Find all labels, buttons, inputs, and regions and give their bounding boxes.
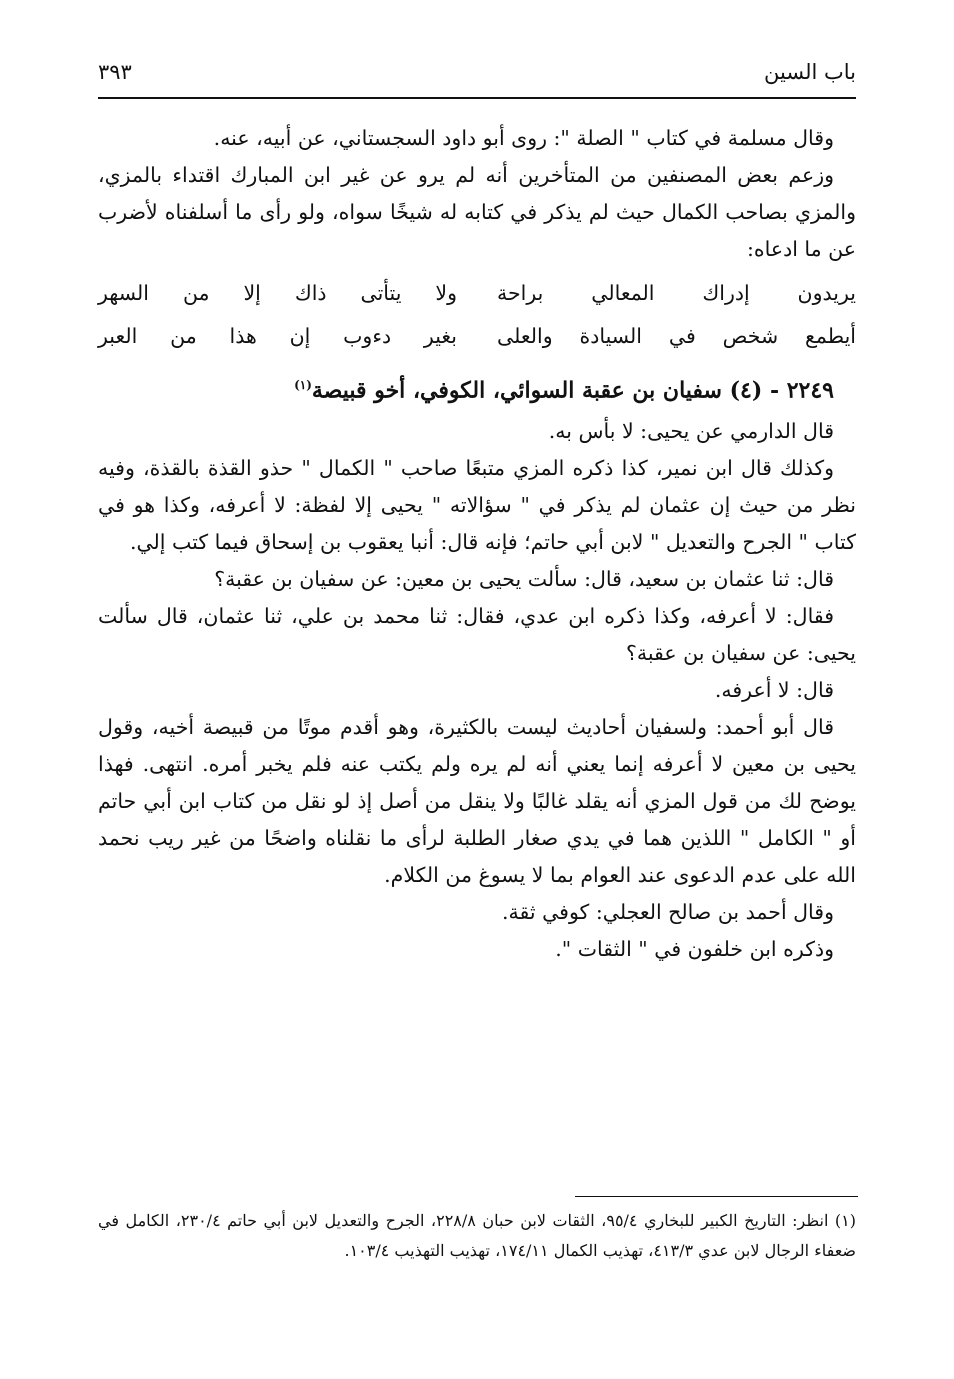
page-number: ٣٩٣ [98,60,132,84]
verse-second-hemistich: ولا يتأتى ذاك إلا من السهر [98,281,457,305]
paragraph: قال الدارمي عن يحيى: لا بأس به. [548,419,834,444]
verse-first-hemistich: يريدون إدراك المعالي براحة [497,281,856,305]
footnote-ref: (١) [294,378,312,392]
entry-heading [98,362,856,413]
paragraph: قال: ثنا عثمان بن سعيد، قال: سألت يحيى بن معين: عن سفيان بن عقبة؟ [214,567,834,592]
footnote-separator [575,1196,858,1197]
paragraph: وقال أحمد بن صالح العجلي: كوفي ثقة. [501,900,834,925]
main-text [98,120,856,968]
page-header [98,58,856,94]
chapter-title: باب السين [764,60,856,84]
footnote: (١) انظر: التاريخ الكبير للبخاري ٩٥/٤، الثقات لابن حبان ٢٢٨/٨، الجرح والتعديل لابن أبي حاتم ٢٣٠/٤، الكامل في ضعفاء الرجال لابن عدي ٤١٣/٣، تهذيب الكمال ١٧٤/١١، تهذيب التهذيب ١٠٣/٤. [98,1211,857,1260]
paragraph: وزعم بعض المصنفين من المتأخرين أنه لم يرو عن غير ابن المبارك اقتداء بالمزي، والمزي بصاحب الكمال حيث لم يذكر في كتابه له شيخًا سواه، ولو رأى ما أسلفناه لأضرب عن ما ادعاه: [98,163,856,261]
paragraph: وكذلك قال ابن نمير، كذا ذكره المزي متبعًا صاحب " الكمال " حذو القذة بالقذة، وفيه نظر من حيث إن عثمان لم يذكر في " سؤالاته " يحيى إلا لفظة: لا أعرفه، وكذا هو في كتاب " الجرح والتعديل " لابن أبي حاتم؛ فإنه قال: أنبا يعقوب بن إسحاق فيما كتب إلي. [98,456,856,555]
paragraph: قال أبو أحمد: ولسفيان أحاديث ليست بالكثيرة، وهو أقدم موتًا من قبيصة أخيه، وقول يحيى بن معين لا أعرفه إنما يعني أنه لم يره ولم يكتب عنه فلم يخبر أمره. انتهى. فهذا يوضح لك من قول المزي أنه يقلد غالبًا ولا ينقل من أصل إذ لو نقل من كتاب ابن أبي حاتم أو " الكامل " اللذين هما في يدي صغار الطلبة لرأى ما نقلناه واضحًا من غير ريب نحمد الله على عدم الدعوى عند العوام بما لا يسوغ من الكلام. [98,715,856,888]
entry-heading-text: ٢٢٤٩ - (٤) سفيان بن عقبة السوائي، الكوفي، أخو قبيصة [311,377,834,404]
paragraph: وذكره ابن خلفون في " الثقات ". [555,937,834,962]
poetry-block [98,272,856,358]
verse-second-hemistich: بغير دءوب إن هذا من العبر [98,324,457,348]
paragraph: وقال مسلمة في كتاب " الصلة ": روى أبو داود السجستاني، عن أبيه، عنه. [213,126,834,150]
header-rule [98,97,856,99]
verse-first-hemistich: أيطمع شخص في السيادة والعلى [497,324,856,348]
footnotes [98,1206,856,1266]
paragraph: قال: لا أعرفه. [714,678,834,703]
paragraph: فقال: لا أعرفه، وكذا ذكره ابن عدي، فقال: ثنا محمد بن علي، ثنا عثمان، قال سألت يحيى: عن سفيان بن عقبة؟ [98,604,856,666]
